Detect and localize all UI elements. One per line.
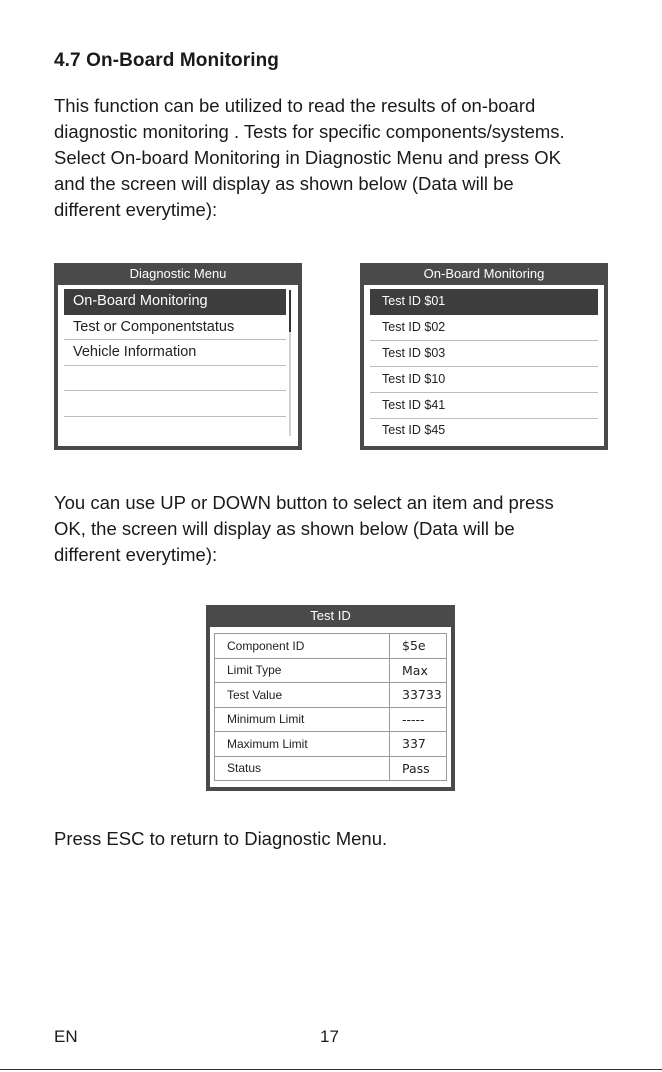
- test-id-item[interactable]: Test ID $10: [370, 367, 598, 393]
- table-row: [215, 707, 447, 732]
- menu-item-on-board-monitoring[interactable]: On-Board Monitoring: [64, 289, 286, 315]
- intro-line: This function can be utilized to read the results of on-board: [54, 95, 536, 116]
- test-id-item[interactable]: Test ID $01: [370, 289, 598, 315]
- intro-paragraph: [54, 93, 654, 223]
- row-value: Pass: [390, 756, 447, 781]
- test-id-screen-title: Test ID: [310, 608, 351, 623]
- row-label: Test Value: [215, 683, 390, 708]
- page-number: 17: [320, 1027, 339, 1046]
- menu-scrollbar[interactable]: [289, 290, 291, 436]
- table-row: [215, 634, 447, 659]
- menu-item-empty: [64, 391, 286, 417]
- footer-language: EN: [54, 1027, 78, 1046]
- select-line: different everytime):: [54, 544, 218, 565]
- on-board-monitoring-screen: [360, 263, 608, 450]
- menu-item-test-or-componentstatus[interactable]: Test or Componentstatus: [64, 315, 286, 341]
- row-label: Minimum Limit: [215, 707, 390, 732]
- table-row: [215, 756, 447, 781]
- menu-item-vehicle-information[interactable]: Vehicle Information: [64, 340, 286, 366]
- intro-line: and the screen will display as shown below (Data will be: [54, 173, 514, 194]
- test-id-item[interactable]: Test ID $45: [382, 423, 446, 437]
- diagnostic-menu-title: Diagnostic Menu: [129, 266, 227, 281]
- menu-item-empty: [64, 417, 286, 442]
- test-id-details: [210, 627, 451, 787]
- test-id-screen: [206, 605, 455, 791]
- test-id-item[interactable]: Test ID $41: [370, 393, 598, 419]
- test-id-list: [364, 285, 604, 446]
- select-line: You can use UP or DOWN button to select an item and press: [54, 492, 554, 513]
- menu-item-empty: [64, 366, 286, 392]
- bottom-divider: [0, 1069, 662, 1070]
- intro-line: different everytime):: [54, 199, 218, 220]
- test-id-item[interactable]: Test ID $02: [370, 315, 598, 341]
- row-label: Maximum Limit: [215, 732, 390, 757]
- row-value: 33733: [390, 683, 447, 708]
- row-label: Limit Type: [215, 658, 390, 683]
- row-value: -----: [390, 707, 447, 732]
- row-value: $5e: [390, 634, 447, 659]
- diagnostic-menu-list: [58, 285, 298, 446]
- table-row: [215, 658, 447, 683]
- row-value: 337: [390, 732, 447, 757]
- row-label: Status: [215, 756, 390, 781]
- section-heading: 4.7 On-Board Monitoring: [54, 50, 280, 71]
- scrollbar-thumb[interactable]: [289, 290, 291, 332]
- row-label: Component ID: [215, 634, 390, 659]
- diagnostic-menu-screen: [54, 263, 302, 450]
- closing-paragraph: Press ESC to return to Diagnostic Menu.: [54, 828, 388, 849]
- select-line: OK, the screen will display as shown below (Data will be: [54, 518, 515, 539]
- test-id-table: [214, 633, 447, 781]
- obm-screen-title: On-Board Monitoring: [423, 266, 545, 281]
- row-value: Max: [390, 658, 447, 683]
- table-row: [215, 683, 447, 708]
- intro-line: diagnostic monitoring . Tests for specific components/systems.: [54, 121, 565, 142]
- test-id-item[interactable]: Test ID $03: [370, 341, 598, 367]
- table-row: [215, 732, 447, 757]
- select-paragraph: [54, 490, 654, 568]
- intro-line: Select On-board Monitoring in Diagnostic Menu and press OK: [54, 147, 561, 168]
